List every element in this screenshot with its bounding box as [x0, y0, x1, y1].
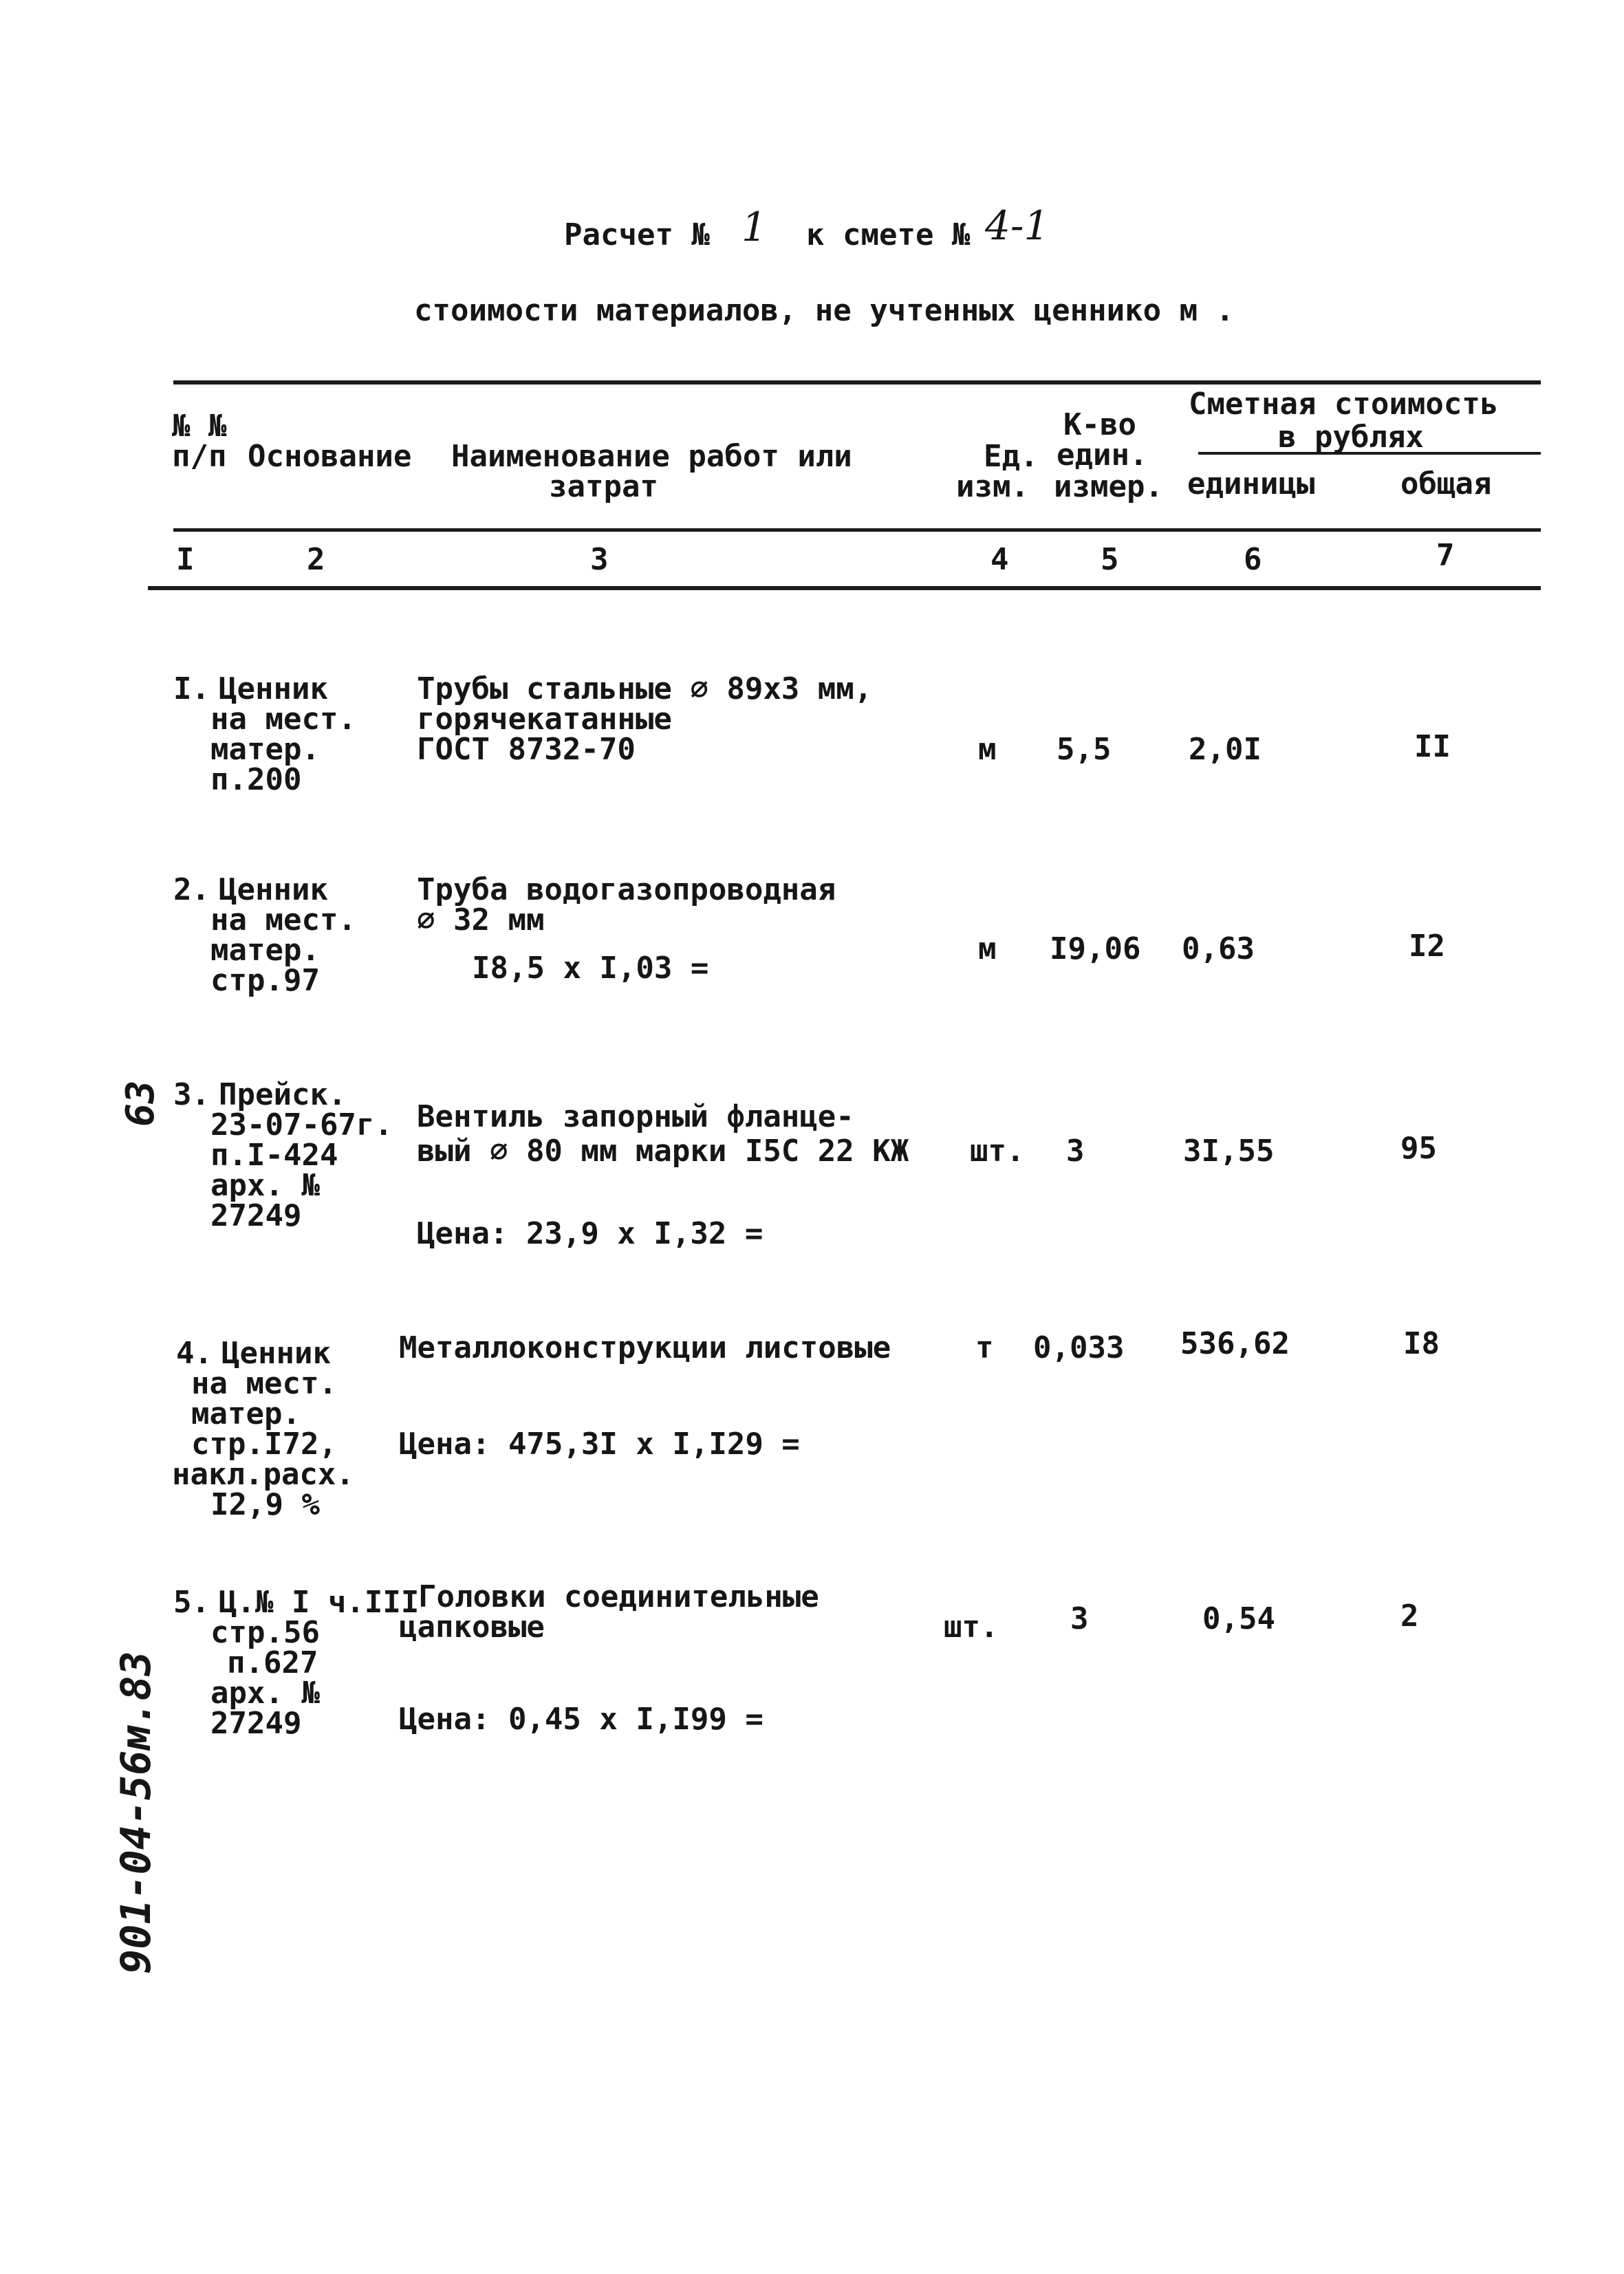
row4-basis-line2: на мест. — [191, 1366, 337, 1401]
col-number-7: 7 — [1436, 538, 1455, 573]
row3-basis-line5: 27249 — [210, 1198, 302, 1233]
row5-basis-line3: п.627 — [227, 1645, 318, 1680]
row2-basis-line2: на мест. — [210, 902, 356, 938]
row1-number: I. — [173, 671, 210, 706]
header-qty-line3: измер. — [1054, 469, 1163, 504]
row5-basis-line5: 27249 — [210, 1706, 302, 1741]
header-cost-line1: Сметная стоимость — [1189, 387, 1499, 422]
col-number-6: 6 — [1244, 542, 1262, 577]
row1-basis-line1: Ценник — [219, 671, 328, 706]
row1-basis-line2: на мест. — [210, 702, 356, 737]
row4-total: I8 — [1403, 1326, 1440, 1361]
row2-note: I8,5 x I,03 = — [472, 951, 709, 986]
header-unit-line1: Ед. — [984, 439, 1039, 474]
row5-number: 5. — [173, 1585, 210, 1620]
header-per-unit: единицы — [1187, 466, 1315, 501]
row2-name-line2: ∅ 32 мм — [417, 902, 545, 938]
row1-price: 2,0I — [1189, 732, 1262, 767]
row1-basis-line3: матер. — [210, 732, 320, 767]
row3-basis-line4: арх. № — [210, 1168, 320, 1203]
header-basis: Основание — [248, 439, 412, 474]
row4-unit: т — [975, 1330, 994, 1365]
row4-qty: 0,033 — [1033, 1330, 1125, 1365]
row3-total: 95 — [1400, 1131, 1437, 1166]
header-unit-line2: изм. — [956, 469, 1029, 504]
row2-total: I2 — [1409, 929, 1445, 964]
title-prefix: Расчет № — [564, 217, 710, 252]
col-number-4: 4 — [990, 542, 1009, 577]
row5-price: 0,54 — [1202, 1601, 1275, 1636]
header-no-line2: п/п — [172, 439, 227, 474]
header-mid-rule — [173, 528, 1541, 532]
row5-total: 2 — [1400, 1599, 1419, 1634]
row3-basis-line3: п.I-424 — [210, 1138, 338, 1173]
header-name-line2: затрат — [549, 469, 658, 504]
row1-total: II — [1414, 729, 1451, 764]
header-qty-line1: К-во — [1063, 407, 1136, 442]
row5-name-line1: Головки соединительные — [418, 1579, 819, 1614]
row2-basis-line4: стр.97 — [210, 963, 320, 998]
row5-basis-line4: арх. № — [210, 1676, 320, 1711]
row2-price: 0,63 — [1182, 931, 1255, 966]
row3-name-line1: Вентиль запорный фланце- — [417, 1099, 854, 1134]
row3-name-line2: вый ∅ 80 мм марки I5С 22 КЖ — [417, 1134, 909, 1169]
row2-qty: I9,06 — [1050, 931, 1141, 966]
margin-doc-code: 901-04-56м.83 — [112, 1651, 160, 1974]
header-qty-line2: един. — [1057, 437, 1148, 473]
header-cost-line2: в рублях — [1278, 420, 1424, 455]
row4-name-line1: Металлоконструкции листовые — [399, 1330, 891, 1365]
row4-basis-line4: стр.I72, — [191, 1427, 337, 1462]
row4-basis-line5: накл.расх. — [172, 1457, 354, 1492]
header-bottom-rule — [148, 586, 1541, 590]
col-number-2: 2 — [307, 542, 325, 577]
row3-number: 3. — [173, 1077, 210, 1112]
row3-unit: шт. — [970, 1134, 1025, 1169]
row3-basis-line2: 23-07-67г. — [210, 1107, 393, 1143]
row2-unit: м — [978, 931, 997, 966]
row1-unit: м — [978, 732, 997, 767]
row2-basis-line3: матер. — [210, 933, 320, 968]
calc-number: 1 — [741, 204, 767, 250]
col-number-1: I — [176, 542, 195, 577]
header-name-line1: Наименование работ или — [451, 439, 852, 474]
margin-page-number: 63 — [118, 1080, 163, 1127]
row4-basis-line3: матер. — [191, 1396, 301, 1431]
row2-name-line1: Труба водогазопроводная — [417, 872, 836, 907]
header-no-line1: № № — [172, 409, 227, 444]
row2-number: 2. — [173, 872, 210, 907]
col-number-3: 3 — [590, 542, 609, 577]
title-middle: к смете № — [806, 217, 971, 252]
estimate-number: 4-1 — [985, 202, 1050, 249]
row3-note: Цена: 23,9 x I,32 = — [417, 1216, 764, 1251]
row4-price: 536,62 — [1180, 1326, 1290, 1361]
row3-basis-line1: Прейск. — [219, 1077, 347, 1112]
row5-note: Цена: 0,45 x I,I99 = — [399, 1702, 764, 1737]
row2-basis-line1: Ценник — [219, 872, 328, 907]
row4-basis-line1: Ценник — [221, 1336, 331, 1371]
row1-name-line3: ГОСТ 8732-70 — [417, 732, 636, 767]
row1-qty: 5,5 — [1057, 732, 1112, 767]
header-top-rule — [173, 380, 1541, 385]
row5-name-line2: цапковые — [399, 1610, 545, 1645]
row3-price: 3I,55 — [1183, 1134, 1275, 1169]
row4-basis-line6: I2,9 % — [210, 1487, 320, 1522]
page-subtitle: стоимости материалов, не учтенных ценнико м . — [414, 293, 1235, 328]
row1-basis-line4: п.200 — [210, 762, 302, 797]
row5-unit: шт. — [944, 1610, 999, 1645]
row3-qty: 3 — [1066, 1134, 1085, 1169]
row5-qty: 3 — [1070, 1601, 1089, 1636]
header-total: общая — [1400, 466, 1492, 501]
row4-note: Цена: 475,3I x I,I29 = — [399, 1427, 800, 1462]
row4-number: 4. — [176, 1336, 213, 1371]
col-number-5: 5 — [1101, 542, 1119, 577]
row1-name-line1: Трубы стальные ∅ 89х3 мм, — [417, 671, 873, 706]
row5-basis-line2: стр.56 — [210, 1615, 320, 1650]
row1-name-line2: горячекатанные — [417, 702, 672, 737]
row5-basis-line1: Ц.№ I ч.III — [219, 1585, 420, 1620]
